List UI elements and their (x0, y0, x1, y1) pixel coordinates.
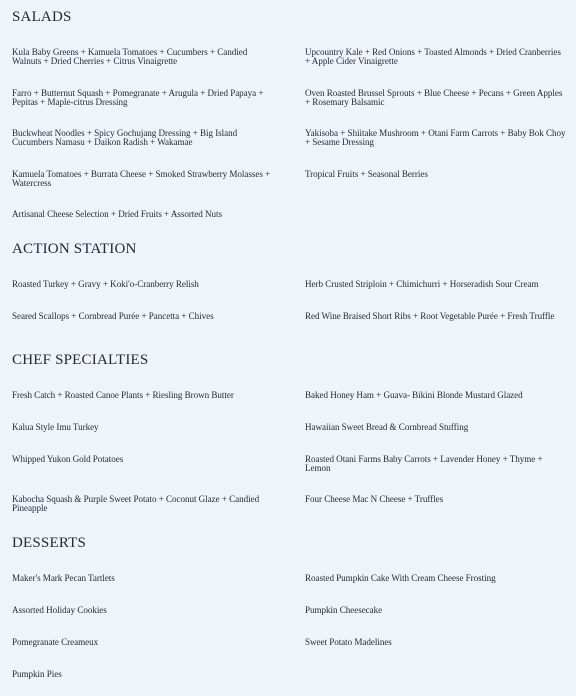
menu-item: Kamuela Tomatoes + Burrata Cheese + Smoked Strawberry Molasses + Watercress (12, 169, 271, 188)
menu-item: Pumpkin Pies (12, 669, 62, 679)
section-title-chef-specialties: CHEF SPECIALTIES (12, 352, 149, 368)
menu-item: Roasted Pumpkin Cake With Cream Cheese Frosting (305, 573, 496, 583)
menu-item: Roasted Otani Farms Baby Carrots + Lavender Honey + Thyme + Lemon (305, 454, 543, 473)
menu-item: Upcountry Kale + Red Onions + Toasted Almonds + Dried Cranberries + Apple Cider Vinaigrette (305, 47, 561, 66)
section-title-salads: SALADS (12, 9, 72, 25)
menu-item: Artisanal Cheese Selection + Dried Fruits + Assorted Nuts (12, 209, 222, 219)
menu-item: Kalua Style Imu Turkey (12, 422, 99, 432)
section-title-desserts: DESSERTS (12, 535, 87, 551)
menu-item: Red Wine Braised Short Ribs + Root Vegetable Purée + Fresh Truffle (305, 311, 555, 321)
menu-item: Herb Crusted Striploin + Chimichurri + Horseradish Sour Cream (305, 279, 539, 289)
menu-item: Whipped Yukon Gold Potatoes (12, 454, 124, 464)
menu-item: Tropical Fruits + Seasonal Berries (305, 169, 428, 179)
menu-item: Four Cheese Mac N Cheese + Truffles (305, 494, 444, 504)
section-title-action-station: ACTION STATION (12, 241, 137, 257)
menu-item: Yakisoba + Shiitake Mushroom + Otani Farm Carrots + Baby Bok Choy + Sesame Dressing (305, 128, 566, 147)
menu-item: Seared Scallops + Cornbread Purée + Pancetta + Chives (12, 311, 214, 321)
menu-item: Kabocha Squash & Purple Sweet Potato + Coconut Glaze + Candied Pineapple (12, 494, 260, 513)
menu-item: Kula Baby Greens + Kamuela Tomatoes + Cucumbers + Candied Walnuts + Dried Cherries + Citrus Vinaigrette (12, 47, 248, 66)
menu-item: Oven Roasted Brussel Sprouts + Blue Cheese + Pecans + Green Apples + Rosemary Balsamic (305, 88, 563, 107)
menu-item: Sweet Potato Madelines (305, 637, 392, 647)
menu-item: Baked Honey Ham + Guava- Bikini Blonde Mustard Glazed (305, 390, 523, 400)
menu-item: Buckwheat Noodles + Spicy Gochujang Dressing + Big Island Cucumbers Namasu + Daikon Radish + Wakamae (12, 128, 238, 147)
menu-item: Farro + Butternut Squash + Pomegranate + Arugula + Dried Papaya + Pepitas + Maple-citrus Dressing (12, 88, 264, 107)
menu-item: Maker's Mark Pecan Tartlets (12, 573, 115, 583)
menu-item: Hawaiian Sweet Bread & Cornbread Stuffing (305, 422, 469, 432)
menu-item: Pumpkin Cheesecake (305, 605, 383, 615)
menu-item: Pomegranate Creameux (12, 637, 99, 647)
menu-item: Roasted Turkey + Gravy + Koki'o-Cranberry Relish (12, 279, 199, 289)
menu-item: Assorted Holiday Cookies (12, 605, 107, 615)
menu-item: Fresh Catch + Roasted Canoe Plants + Riesling Brown Butter (12, 390, 234, 400)
